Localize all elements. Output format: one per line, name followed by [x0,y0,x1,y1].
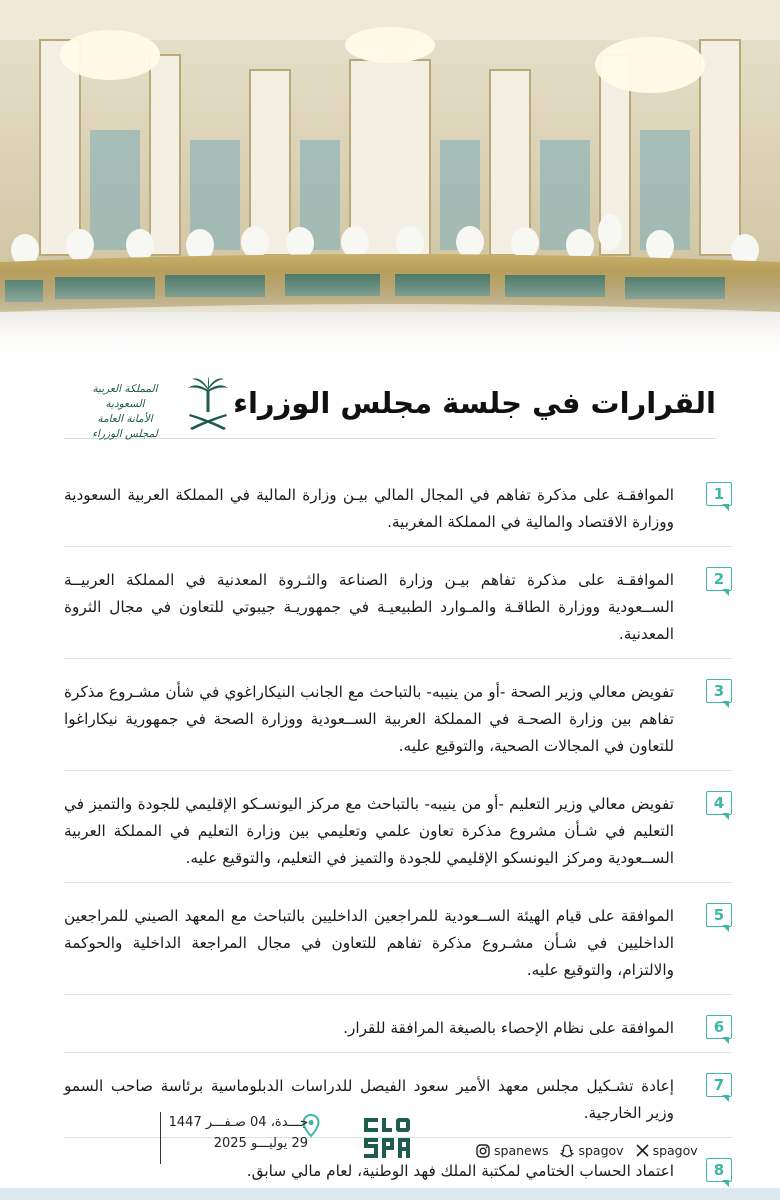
badge-tail [722,701,729,708]
hero-photo [0,0,780,370]
decision-number: 5 [706,903,732,927]
date-block [160,1112,308,1164]
bottom-strip [0,1188,780,1200]
badge-tail [722,504,729,511]
decision-number: 6 [706,1015,732,1039]
emblem-line-1: المملكة العربية السعودية [92,383,158,410]
emblem [80,376,230,440]
decision-text: تفويض معالي وزير التعليم -أو من ينيبه- بالتباحث مع مركز اليونسـكو الإقليمي للجودة والتميز في التعليم في شـأن مشروع مذكرة تعاون علمي وتعليمي بين وزارة التعليم في المملكة العربية الســعودية ومركز اليونسكو الإقليمي للجودة والتميز في التعليم، والتوقيع عليه. [64,795,674,867]
social-snapchat[interactable] [560,1143,623,1158]
decision-text: الموافقـة على مذكرة تفاهم في المجال المالي بيـن وزارة المالية في المملكة العربية السعودية ووزارة الاقتصاد والمالية في المملكة المغربية. [64,486,674,531]
header [64,372,716,439]
decision-text: اعتماد الحساب الختامي لمكتبة الملك فهد الوطنية، لعام مالي سابق. [246,1162,674,1180]
decision-item [64,1003,732,1053]
number-badge [706,1015,732,1041]
decision-text: تفويض معالي وزير الصحة -أو من ينيبه- بالتباحث مع الجانب النيكاراغوي في شأن مشـروع مذكرة تفاهم بين وزارة الصحـة في المملكة العربية الســعودية ووزارة الصحة في جمهورية نيكاراغوا للتعاون في المجالات الصحية، والتوقيع عليه. [64,683,674,755]
date-hijri: جـــدة، 04 صـفـــر 1447 [168,1115,308,1130]
emblem-line-2: الأمانة العامة لمجلس الوزراء [92,413,158,440]
badge-tail [722,589,729,596]
decision-number: 4 [706,791,732,815]
badge-tail [722,1037,729,1044]
decision-item [64,555,732,659]
decision-number: 3 [706,679,732,703]
decision-number: 8 [706,1158,732,1182]
date-gregorian: 29 يوليـــو 2025 [213,1136,308,1151]
badge-tail [722,813,729,820]
decision-number: 1 [706,482,732,506]
decision-item [64,779,732,883]
instagram-icon [476,1144,490,1158]
social-instagram[interactable] [476,1143,548,1158]
number-badge [706,903,732,929]
number-badge [706,482,732,508]
number-badge [706,567,732,593]
decision-text: إعادة تشـكيل مجلس معهد الأمير سعود الفيصل للدراسات الدبلوماسية برئاسة صاحب السمو وزير الخارجية. [64,1077,674,1122]
social-x[interactable] [636,1143,698,1158]
emblem-text [80,382,170,442]
snapchat-icon [560,1144,574,1158]
page-title: القرارات في جلسة مجلس الوزراء [233,386,716,420]
decision-item [64,891,732,995]
decision-text: الموافقـة على مذكرة تفاهم بيـن وزارة الصناعة والثـروة المعدنية في المملكة العربيــة الســعودية ووزارة الطاقـة والمـوارد الطبيعيـة في جمهوريـة جيبوتي للتعاون في مجال الثروة المعدنية. [64,571,674,643]
spa-logo-icon [362,1114,414,1162]
decision-number: 2 [706,567,732,591]
number-badge [706,679,732,705]
decisions-list [64,470,732,1203]
instagram-handle: spanews [494,1143,549,1158]
social-handles [476,1143,698,1158]
hero-fade [0,270,780,370]
decision-text: الموافقة على قيام الهيئة الســعودية للمراجعين الداخليين بالتباحث مع المعهد الصيني للمراجعين الداخليين في شـأن مشـروع مذكرة تفاهم للتعاون في مجال المراجعة الداخلية والحوكمة والالتزام، والتوقيع عليه. [64,907,674,979]
number-badge [706,1073,732,1099]
footer [0,1100,780,1200]
decision-text: الموافقة على نظام الإحصاء بالصيغة المرافقة للقرار. [343,1019,674,1037]
number-badge [706,791,732,817]
badge-tail [722,925,729,932]
x-icon [636,1144,649,1157]
snapchat-handle: spagov [578,1143,624,1158]
decision-item [64,470,732,547]
decision-item [64,667,732,771]
x-handle: spagov [652,1143,698,1158]
decision-number: 7 [706,1073,732,1097]
palm-swords-icon [186,376,230,432]
